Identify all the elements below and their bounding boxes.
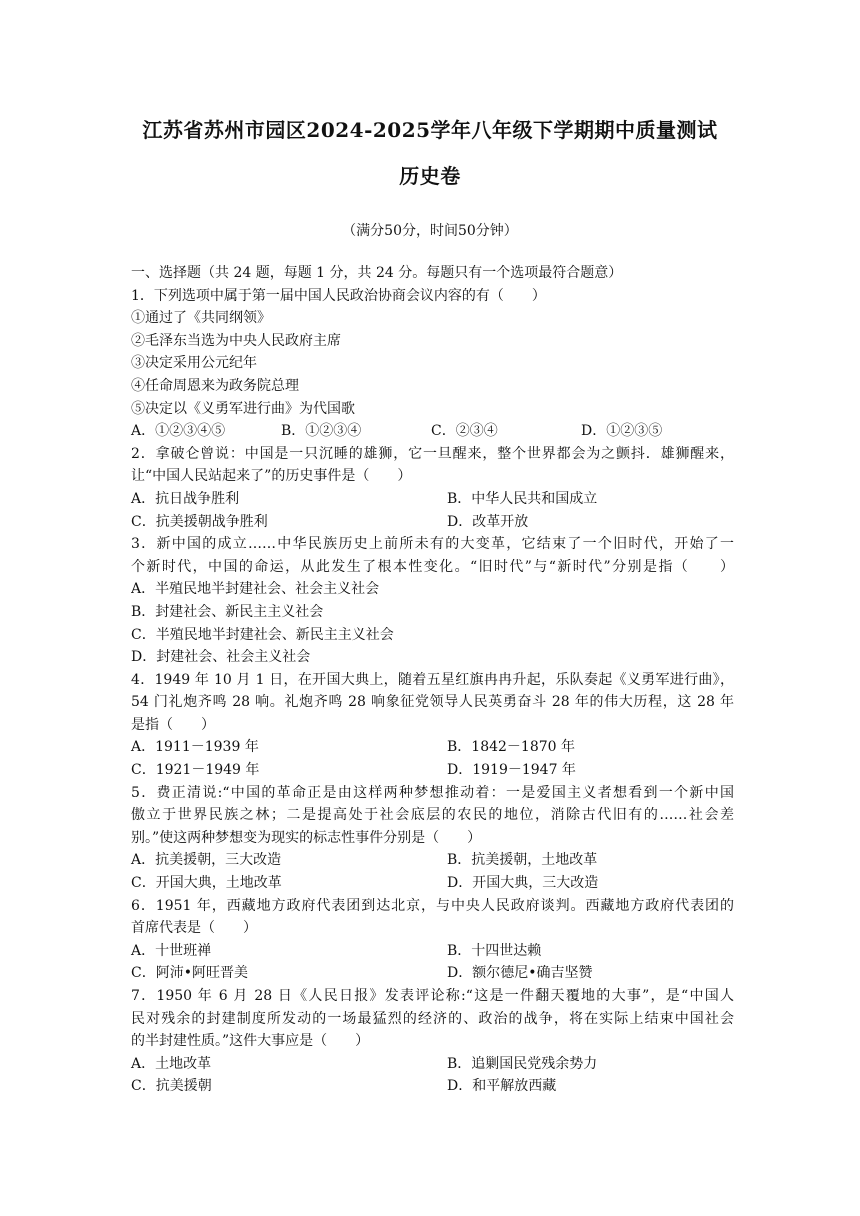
question-7-stem: 7．1950 年 6 月 28 日《人民日报》发表评论称:“这是一件翻天覆地的大事”，是“中国人 bbox=[131, 988, 734, 1004]
question-2-stem: 2．拿破仑曾说：中国是一只沉睡的雄狮，它一旦醒来，整个世界都会为之颤抖．雄狮醒来， bbox=[131, 445, 734, 462]
question-7-options bbox=[131, 1053, 734, 1076]
question-6-stem: 6．1951 年，西藏地方政府代表团到达北京，与中央人民政府谈判。西藏地方政府代表团的 bbox=[131, 897, 734, 914]
exam-note: （满分50分，时间50分钟） bbox=[342, 223, 518, 239]
question-5-stem: 别。”使这两种梦想变为现实的标志性事件分别是（ ） bbox=[131, 829, 482, 846]
option-b: B．封建社会、新民主主义社会 bbox=[131, 603, 324, 620]
option-b: B．①②③④ bbox=[281, 423, 362, 440]
option-a: A．抗日战争胜利 bbox=[131, 490, 240, 507]
option-c: C．抗美援朝战争胜利 bbox=[131, 513, 268, 530]
question-5-stem: 5．费正清说:“中国的革命正是由这样两种梦想推动着：一是爱国主义者想看到一个新中国 bbox=[131, 784, 734, 801]
question-1-stem: 1．下列选项中属于第一届中国人民政治协商会议内容的有（ ） bbox=[131, 287, 546, 304]
option-c: C．开国大典，土地改革 bbox=[131, 875, 282, 892]
question-1-item: ④任命周恩来为政务院总理 bbox=[131, 377, 299, 394]
option-b: B．追剿国民党残余势力 bbox=[447, 1055, 598, 1072]
question-1-item: ③决定采用公元纪年 bbox=[131, 355, 257, 372]
exam-content bbox=[131, 262, 734, 1098]
option-b: B．十四世达赖 bbox=[447, 942, 542, 959]
option-a: A．土地改革 bbox=[131, 1055, 212, 1072]
option-c: C．②③④ bbox=[431, 423, 498, 440]
question-6-options bbox=[131, 962, 734, 985]
exam-subtitle: 历史卷 bbox=[399, 164, 461, 188]
question-4-options bbox=[131, 736, 734, 759]
question-5-stem: 傲立于世界民族之林；二是提高处于社会底层的农民的地位，消除古代旧有的……社会差 bbox=[131, 807, 734, 824]
question-4-stem: 54 门礼炮齐鸣 28 响。礼炮齐鸣 28 响象征党领导人民英勇奋斗 28 年的伟大历程，这 28 年 bbox=[131, 694, 734, 711]
question-5-options bbox=[131, 872, 734, 895]
option-d: D．①②③⑤ bbox=[581, 423, 663, 440]
question-1-item: ②毛泽东当选为中央人民政府主席 bbox=[131, 332, 341, 349]
option-b: B．抗美援朝，土地改革 bbox=[447, 852, 598, 869]
option-c: C．1921－1949 年 bbox=[131, 762, 260, 779]
question-7-stem: 的半封建性质。”这件大事应是（ ） bbox=[131, 1033, 370, 1050]
question-6-options bbox=[131, 940, 734, 963]
question-3-stem: 个新时代，中国的命运，从此发生了根本性变化。“旧时代”与“新时代”分别是指（ ） bbox=[131, 558, 734, 575]
question-6-stem: 首席代表是（ ） bbox=[131, 920, 257, 937]
question-4-options bbox=[131, 759, 734, 782]
option-c: C．半殖民地半封建社会、新民主主义社会 bbox=[131, 626, 394, 643]
option-d: D．额尔德尼•确吉坚赞 bbox=[447, 965, 593, 982]
option-b: B．中华人民共和国成立 bbox=[447, 490, 598, 507]
question-2-options bbox=[131, 511, 734, 534]
exam-title: 江苏省苏州市园区2024-2025学年八年级下学期期中质量测试 bbox=[142, 118, 718, 142]
option-d: D．改革开放 bbox=[447, 513, 529, 530]
question-4-stem: 4．1949 年 10 月 1 日，在开国大典上，随着五星红旗冉冉升起，乐队奏起《义勇军进行曲》， bbox=[131, 671, 734, 688]
question-4-stem: 是指（ ） bbox=[131, 716, 215, 733]
option-c: C．抗美援朝 bbox=[131, 1078, 212, 1095]
question-1-item: ①通过了《共同纲领》 bbox=[131, 310, 271, 327]
option-a: A．十世班禅 bbox=[131, 942, 212, 959]
question-7-stem: 民对残余的封建制度所发动的一场最猛烈的经济的、政治的战争，将在实际上结束中国社会 bbox=[131, 1010, 734, 1027]
option-d: D．开国大典，三大改造 bbox=[447, 875, 599, 892]
section-heading: 一、选择题（共 24 题，每题 1 分，共 24 分。每题只有一个选项最符合题意） bbox=[131, 265, 623, 281]
question-7-options bbox=[131, 1075, 734, 1098]
option-d: D．1919－1947 年 bbox=[447, 762, 576, 779]
question-2-options bbox=[131, 488, 734, 511]
option-a: A．半殖民地半封建社会、社会主义社会 bbox=[131, 581, 380, 598]
option-a: A．1911－1939 年 bbox=[131, 739, 259, 756]
option-c: C．阿沛•阿旺晋美 bbox=[131, 965, 248, 982]
question-1-item: ⑤决定以《义勇军进行曲》为代国歌 bbox=[131, 400, 355, 417]
option-a: A．①②③④⑤ bbox=[131, 423, 226, 440]
question-2-stem: 让“中国人民站起来了”的历史事件是（ ） bbox=[131, 468, 412, 485]
option-a: A．抗美援朝，三大改造 bbox=[131, 852, 282, 869]
option-d: D．封建社会、社会主义社会 bbox=[131, 649, 311, 666]
question-1-options bbox=[131, 420, 734, 443]
option-d: D．和平解放西藏 bbox=[447, 1078, 557, 1095]
question-3-stem: 3．新中国的成立……中华民族历史上前所未有的大变革，它结束了一个旧时代，开始了一 bbox=[131, 536, 734, 553]
question-5-options bbox=[131, 849, 734, 872]
option-b: B．1842－1870 年 bbox=[447, 739, 575, 756]
